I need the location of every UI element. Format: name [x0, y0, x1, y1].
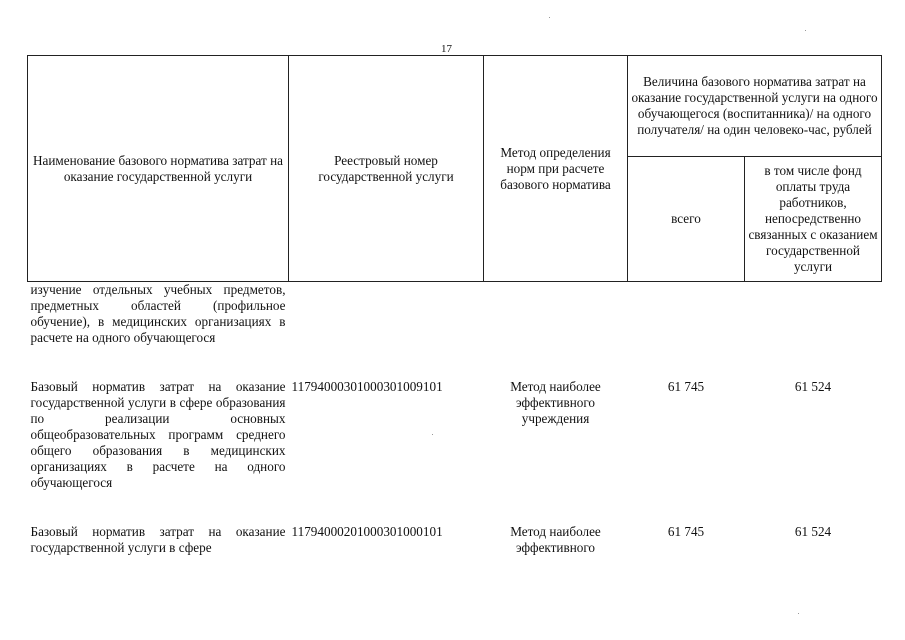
- table-row: [28, 524, 882, 556]
- row-spacer: [28, 491, 882, 524]
- header-wage-fund: в том числе фонд оплаты труда работников, непосредственно связанных с оказанием государственной услуги: [745, 157, 882, 282]
- row-total: 61 745: [667, 379, 705, 394]
- table-row: [28, 379, 882, 491]
- row-wage-fund: 61 524: [794, 524, 832, 539]
- header-method: Метод определения норм при расчете базового норматива: [484, 56, 628, 282]
- scan-speck: [549, 17, 550, 18]
- header-name: Наименование базового норматива затрат на оказание государственной услуги: [28, 56, 289, 282]
- row-wage-fund: [745, 282, 882, 347]
- row-method: [484, 282, 628, 347]
- header-base-norm-value: Величина базового норматива затрат на оказание государственной услуги на одного обучающегося (воспитанника)/ на одного получателя/ на один человеко-час, рублей: [628, 56, 882, 157]
- header-total: всего: [628, 157, 745, 282]
- norms-table: [27, 55, 882, 556]
- row-method: Метод наиболее эффективного учреждения: [510, 379, 601, 426]
- row-name: Базовый норматив затрат на оказание государственной услуги в сфере: [30, 524, 286, 555]
- row-name: изучение отдельных учебных предметов, предметных областей (профильное обучение), в медицинских организациях в расчете на одного обучающегося: [30, 282, 286, 345]
- scan-speck: [805, 30, 806, 31]
- row-registry-number: 11794000201000301000101: [291, 524, 443, 539]
- row-wage-fund: 61 524: [794, 379, 832, 394]
- page-number: 17: [441, 43, 452, 55]
- row-registry-number: [289, 282, 484, 347]
- row-spacer: [28, 346, 882, 379]
- scan-speck: [798, 613, 799, 614]
- row-total: 61 745: [667, 524, 705, 539]
- row-method: Метод наиболее эффективного: [510, 524, 601, 555]
- table-row: [28, 282, 882, 347]
- row-registry-number: 11794000301000301009101: [291, 379, 443, 394]
- row-total: [628, 282, 745, 347]
- header-registry-number: Реестровый номер государственной услуги: [289, 56, 484, 282]
- scan-speck: [432, 434, 433, 435]
- row-name: Базовый норматив затрат на оказание государственной услуги в сфере образования по реализации основных общеобразовательных программ среднего общего образования в медицинских организациях в расчете на одного обучающегося: [30, 379, 286, 490]
